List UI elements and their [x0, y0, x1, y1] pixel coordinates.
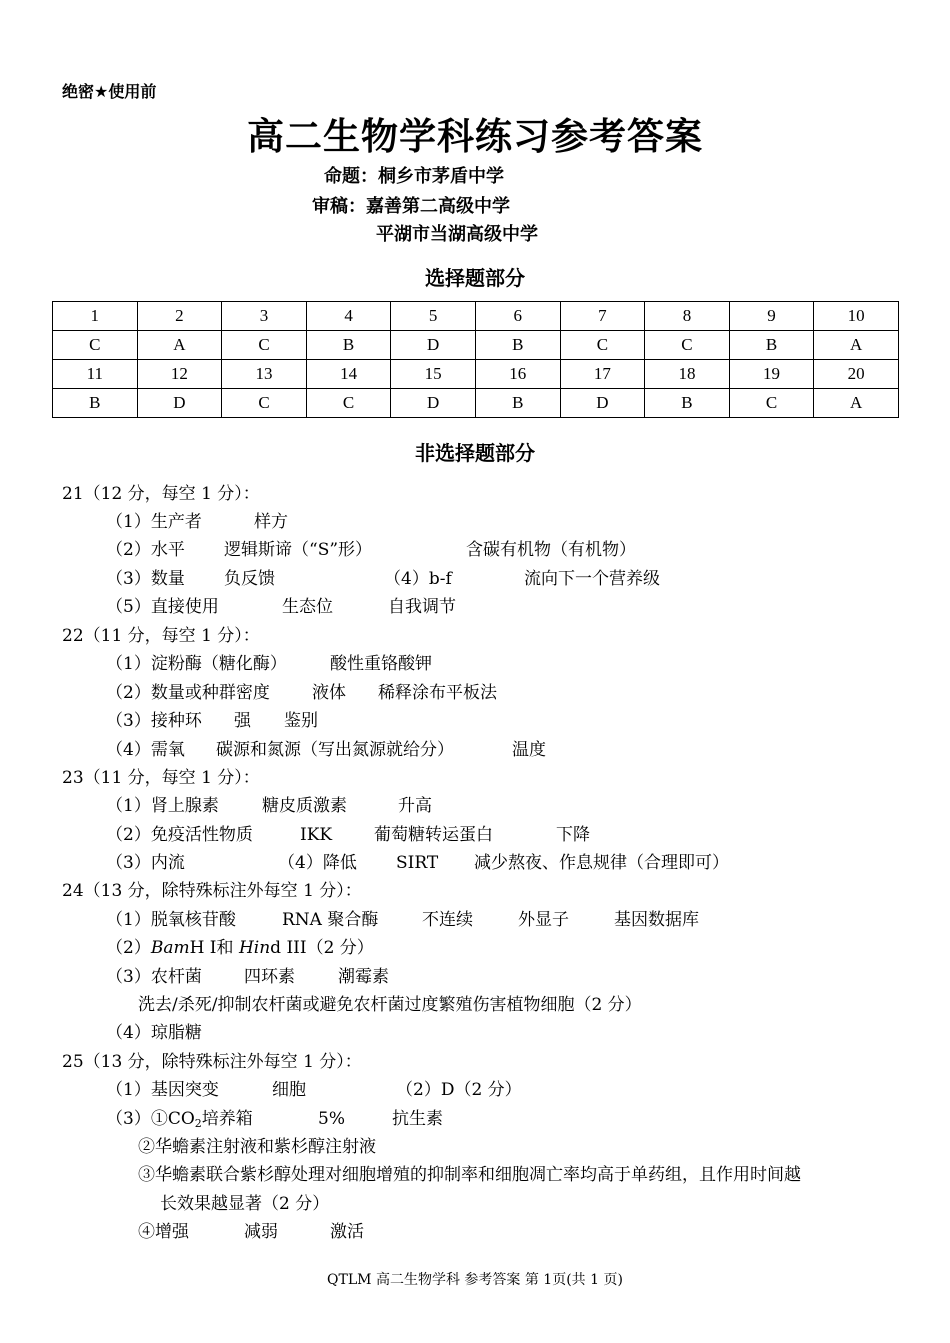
table-cell: C	[645, 331, 730, 360]
q22-a1-1: （1）淀粉酶（糖化酶）	[106, 654, 287, 674]
table-cell: 2	[137, 302, 222, 331]
q21-a2-1: （2）水平	[106, 540, 185, 560]
table-row	[53, 389, 899, 418]
q22-a4-2: 碳源和氮源（写出氮源就给分）	[216, 740, 454, 760]
q24-a1-3: 不连续	[422, 910, 473, 930]
table-cell: C	[729, 389, 814, 418]
q22-a4-3: 温度	[512, 740, 546, 760]
q25-a3-1: $(3)①CO_2$培养箱	[106, 1109, 253, 1130]
q23-a2-1: （2）免疫活性物质	[106, 825, 253, 845]
q24-a1-2: RNA 聚合酶	[282, 910, 379, 930]
q22-a3-1: （3）接种环	[106, 711, 202, 731]
q25-a3-9: 激活	[330, 1222, 364, 1242]
q21-a5-2: 生态位	[282, 597, 333, 617]
q24-a3-1: （3）农杆菌	[106, 967, 202, 987]
table-cell: 7	[560, 302, 645, 331]
q21-a2-3: 含碳有机物（有机物）	[466, 540, 636, 560]
table-cell: 20	[814, 360, 899, 389]
table-cell: 19	[729, 360, 814, 389]
table-cell: 18	[645, 360, 730, 389]
q22-a2-1: （2）数量或种群密度	[106, 683, 270, 703]
q23-a4-3: 减少熬夜、作息规律（合理即可）	[474, 853, 729, 873]
table-cell: 14	[306, 360, 391, 389]
q21-a1-2: 样方	[254, 512, 288, 532]
q25-a3-7: ④增强	[138, 1222, 189, 1242]
table-cell: C	[222, 331, 307, 360]
table-cell: 13	[222, 360, 307, 389]
table-cell: B	[729, 331, 814, 360]
table-cell: B	[53, 389, 138, 418]
table-cell: B	[475, 389, 560, 418]
q25-a3-5: ③华蟾素联合紫杉醇处理对细胞增殖的抑制率和细胞凋亡率均高于单药组，且作用时间越	[138, 1165, 801, 1185]
q22-a3-2: 强	[234, 711, 251, 731]
q25-a3-8: 减弱	[244, 1222, 278, 1242]
choice-heading: 选择题部分	[425, 266, 525, 290]
table-cell: D	[560, 389, 645, 418]
q22-a1-2: 酸性重铬酸钾	[330, 654, 432, 674]
table-cell: C	[306, 389, 391, 418]
q23-a1-2: 糖皮质激素	[262, 796, 347, 816]
q24-a1-4: 外显子	[518, 910, 569, 930]
table-row	[53, 331, 899, 360]
table-cell: 3	[222, 302, 307, 331]
q24-a2: （2）BamH I和 Hind III（2 分）	[106, 938, 374, 958]
page-footer: QTLM 高二生物学科 参考答案 第 1页(共 1 页)	[327, 1272, 623, 1288]
q25-a3-4: ②华蟾素注射液和紫杉醇注射液	[138, 1137, 376, 1157]
q23-a2-2: IKK	[300, 825, 333, 845]
table-cell: 15	[391, 360, 476, 389]
table-cell: D	[137, 389, 222, 418]
table-cell: 5	[391, 302, 476, 331]
q25-a3-6: 长效果越显著（2 分）	[160, 1194, 330, 1214]
table-cell: A	[814, 331, 899, 360]
q21-a3-1: （3）数量	[106, 569, 185, 589]
q21-a2-2: 逻辑斯谛（“S”形）	[224, 540, 373, 560]
q25-title: 25（13 分，除特殊标注外每空 1 分）：	[62, 1052, 362, 1072]
q24-a1-5: 基因数据库	[614, 910, 699, 930]
q25-a3-3: 抗生素	[392, 1109, 443, 1129]
table-cell: D	[391, 331, 476, 360]
secret-label: 绝密★使用前	[62, 82, 157, 101]
table-cell: B	[645, 389, 730, 418]
page-title: 高二生物学科练习参考答案	[247, 115, 703, 158]
q25-a3-2: 5%	[318, 1109, 345, 1129]
table-cell: C	[222, 389, 307, 418]
q22-a4-1: （4）需氧	[106, 740, 185, 760]
table-cell: B	[475, 331, 560, 360]
table-cell: 12	[137, 360, 222, 389]
q22-title: 22（11 分，每空 1 分）：	[62, 626, 260, 646]
table-cell: D	[391, 389, 476, 418]
q24-title: 24（13 分，除特殊标注外每空 1 分）：	[62, 881, 362, 901]
table-cell: 11	[53, 360, 138, 389]
table-cell: B	[306, 331, 391, 360]
table-cell: 8	[645, 302, 730, 331]
table-cell: 16	[475, 360, 560, 389]
q21-a5-1: （5）直接使用	[106, 597, 219, 617]
table-row	[53, 302, 899, 331]
q23-a2-4: 下降	[556, 825, 590, 845]
q25-a1-2: 细胞	[272, 1080, 306, 1100]
table-cell: C	[560, 331, 645, 360]
table-cell: 1	[53, 302, 138, 331]
reviewer-2: 平湖市当湖高级中学	[376, 224, 538, 245]
table-cell: 17	[560, 360, 645, 389]
nonchoice-heading: 非选择题部分	[415, 441, 535, 465]
q21-a4: （4）b-f	[384, 569, 452, 589]
q24-a3-2: 四环素	[244, 967, 295, 987]
q24-a3-3: 潮霉素	[338, 967, 389, 987]
q24-a4: （4）琼脂糖	[106, 1023, 202, 1043]
table-cell: 6	[475, 302, 560, 331]
q23-a2-3: 葡萄糖转运蛋白	[374, 825, 493, 845]
q22-a2-3: 稀释涂布平板法	[378, 683, 497, 703]
q24-a3-4: 洗去/杀死/抑制农杆菌或避免农杆菌过度繁殖伤害植物细胞（2 分）	[138, 995, 642, 1015]
q21-a4-2: 流向下一个营养级	[524, 569, 660, 589]
proposer: 命题：桐乡市茅盾中学	[324, 166, 504, 187]
q25-a2: （2）D（2 分）	[396, 1080, 522, 1100]
q22-a2-2: 液体	[312, 683, 346, 703]
q23-a1-3: 升高	[398, 796, 432, 816]
q23-a4-1: （4）降低	[278, 853, 357, 873]
q23-a4-2: SIRT	[396, 853, 439, 873]
q23-a3-1: （3）内流	[106, 853, 185, 873]
table-cell: C	[53, 331, 138, 360]
q21-a3-2: 负反馈	[224, 569, 275, 589]
table-cell: A	[137, 331, 222, 360]
reviewer: 审稿：嘉善第二高级中学	[312, 196, 510, 217]
table-cell: 4	[306, 302, 391, 331]
q25-a1-1: （1）基因突变	[106, 1080, 219, 1100]
table-cell: 9	[729, 302, 814, 331]
q23-title: 23（11 分，每空 1 分）：	[62, 768, 260, 788]
q21-a5-3: 自我调节	[388, 597, 456, 617]
q21-a1-1: （1）生产者	[106, 512, 202, 532]
q23-a1-1: （1）肾上腺素	[106, 796, 219, 816]
table-row	[53, 360, 899, 389]
q21-title: 21（12 分，每空 1 分）：	[62, 484, 260, 504]
answer-table	[52, 301, 899, 418]
q24-a1-1: （1）脱氧核苷酸	[106, 910, 236, 930]
table-cell: A	[814, 389, 899, 418]
table-cell: 10	[814, 302, 899, 331]
q22-a3-3: 鉴别	[284, 711, 318, 731]
